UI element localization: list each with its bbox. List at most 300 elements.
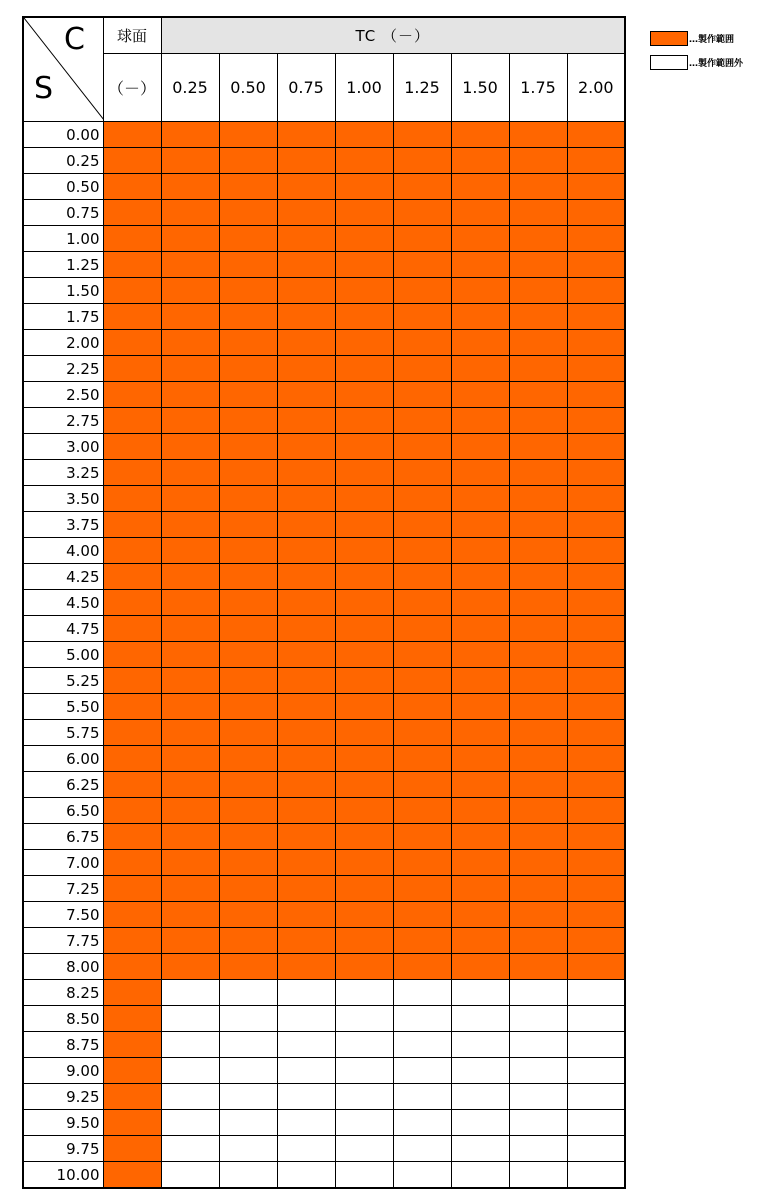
tc-range-cell (451, 122, 509, 148)
tc-range-cell (161, 1058, 219, 1084)
tc-range-cell (335, 642, 393, 668)
tc-range-cell (509, 148, 567, 174)
tc-range-cell (277, 954, 335, 980)
s-value-cell: 4.00 (23, 538, 103, 564)
s-value-cell: 6.00 (23, 746, 103, 772)
tc-range-cell (393, 902, 451, 928)
spherical-range-cell (103, 200, 161, 226)
tc-range-cell (219, 772, 277, 798)
tc-range-cell (567, 1136, 625, 1162)
tc-range-cell (567, 850, 625, 876)
s-value-cell: 4.50 (23, 590, 103, 616)
spherical-range-cell (103, 174, 161, 200)
s-value-cell: 3.25 (23, 460, 103, 486)
tc-range-cell (393, 1084, 451, 1110)
tc-range-cell (335, 1006, 393, 1032)
table-row (23, 694, 625, 720)
legend-swatch (650, 31, 688, 46)
tc-range-cell (335, 746, 393, 772)
spherical-range-cell (103, 824, 161, 850)
tc-range-cell (509, 122, 567, 148)
tc-range-cell (335, 1084, 393, 1110)
tc-range-cell (393, 720, 451, 746)
tc-range-cell (161, 278, 219, 304)
corner-header (23, 17, 103, 122)
s-value-cell: 6.50 (23, 798, 103, 824)
tc-range-cell (509, 954, 567, 980)
table-row (23, 1058, 625, 1084)
spherical-range-cell (103, 668, 161, 694)
tc-range-cell (509, 1032, 567, 1058)
tc-range-cell (509, 538, 567, 564)
tc-range-cell (393, 564, 451, 590)
tc-range-cell (393, 980, 451, 1006)
tc-range-cell (451, 460, 509, 486)
tc-range-cell (509, 928, 567, 954)
tc-range-cell (567, 668, 625, 694)
tc-range-cell (567, 434, 625, 460)
tc-range-cell (335, 460, 393, 486)
tc-range-cell (451, 226, 509, 252)
tc-range-cell (393, 1110, 451, 1136)
tc-range-cell (335, 590, 393, 616)
tc-range-cell (393, 772, 451, 798)
tc-range-cell (161, 1136, 219, 1162)
s-value-cell: 0.25 (23, 148, 103, 174)
tc-range-cell (567, 304, 625, 330)
spherical-range-cell (103, 616, 161, 642)
tc-value-header: 1.50 (451, 54, 509, 122)
tc-range-cell (451, 590, 509, 616)
table-row (23, 1006, 625, 1032)
tc-range-cell (161, 226, 219, 252)
tc-range-cell (219, 252, 277, 278)
tc-range-cell (567, 746, 625, 772)
tc-range-cell (277, 200, 335, 226)
tc-range-cell (219, 720, 277, 746)
s-value-cell: 0.50 (23, 174, 103, 200)
tc-range-cell (219, 434, 277, 460)
tc-range-cell (509, 642, 567, 668)
tc-range-cell (335, 876, 393, 902)
tc-range-cell (393, 746, 451, 772)
tc-range-cell (335, 928, 393, 954)
tc-range-cell (567, 1058, 625, 1084)
tc-range-cell (509, 512, 567, 538)
tc-range-cell (393, 850, 451, 876)
tc-range-cell (335, 174, 393, 200)
tc-range-cell (161, 330, 219, 356)
tc-range-cell (335, 902, 393, 928)
tc-range-cell (277, 564, 335, 590)
tc-range-cell (219, 382, 277, 408)
tc-range-cell (277, 616, 335, 642)
tc-range-cell (219, 902, 277, 928)
tc-range-cell (393, 1162, 451, 1189)
tc-range-cell (335, 486, 393, 512)
tc-range-cell (393, 1006, 451, 1032)
table-row (23, 616, 625, 642)
tc-range-cell (161, 590, 219, 616)
tc-range-cell (161, 460, 219, 486)
tc-range-cell (451, 694, 509, 720)
tc-range-cell (509, 330, 567, 356)
tc-range-cell (277, 252, 335, 278)
tc-range-cell (393, 486, 451, 512)
tc-range-cell (567, 1084, 625, 1110)
tc-range-cell (161, 1006, 219, 1032)
table-row (23, 850, 625, 876)
table-row (23, 824, 625, 850)
tc-range-cell (161, 954, 219, 980)
tc-range-cell (277, 668, 335, 694)
tc-range-cell (277, 694, 335, 720)
tc-range-cell (451, 772, 509, 798)
tc-range-cell (509, 980, 567, 1006)
tc-range-cell (219, 824, 277, 850)
tc-range-cell (335, 954, 393, 980)
legend-swatch (650, 55, 688, 70)
table-row (23, 642, 625, 668)
s-value-cell: 5.00 (23, 642, 103, 668)
tc-range-cell (219, 226, 277, 252)
tc-range-cell (219, 330, 277, 356)
tc-range-cell (393, 460, 451, 486)
spherical-range-cell (103, 720, 161, 746)
spherical-range-cell (103, 252, 161, 278)
tc-range-cell (161, 642, 219, 668)
tc-range-cell (567, 954, 625, 980)
tc-range-cell (451, 486, 509, 512)
table-row (23, 668, 625, 694)
s-value-cell: 0.75 (23, 200, 103, 226)
tc-range-cell (393, 798, 451, 824)
tc-range-cell (277, 1058, 335, 1084)
table-row (23, 928, 625, 954)
s-value-cell: 2.25 (23, 356, 103, 382)
tc-range-cell (451, 356, 509, 382)
tc-range-cell (219, 460, 277, 486)
tc-range-cell (567, 902, 625, 928)
s-value-cell: 6.75 (23, 824, 103, 850)
tc-range-cell (451, 876, 509, 902)
tc-range-cell (277, 148, 335, 174)
tc-range-cell (509, 668, 567, 694)
tc-range-cell (509, 174, 567, 200)
tc-range-cell (451, 824, 509, 850)
s-value-cell: 1.00 (23, 226, 103, 252)
tc-range-cell (451, 252, 509, 278)
table-row (23, 746, 625, 772)
tc-range-cell (161, 148, 219, 174)
tc-range-cell (219, 512, 277, 538)
s-value-cell: 6.25 (23, 772, 103, 798)
tc-range-cell (161, 616, 219, 642)
table-row (23, 720, 625, 746)
tc-range-cell (335, 1136, 393, 1162)
tc-range-cell (509, 382, 567, 408)
tc-range-cell (335, 356, 393, 382)
table-row (23, 122, 625, 148)
tc-range-cell (335, 824, 393, 850)
tc-range-cell (161, 850, 219, 876)
tc-range-cell (219, 564, 277, 590)
spherical-range-cell (103, 122, 161, 148)
tc-range-cell (335, 720, 393, 746)
tc-range-cell (451, 616, 509, 642)
tc-range-cell (277, 1136, 335, 1162)
tc-range-cell (451, 928, 509, 954)
tc-range-cell (451, 1136, 509, 1162)
s-value-cell: 9.50 (23, 1110, 103, 1136)
tc-range-cell (219, 278, 277, 304)
tc-range-cell (451, 278, 509, 304)
tc-range-cell (393, 616, 451, 642)
tc-value-header: 0.50 (219, 54, 277, 122)
tc-range-cell (277, 486, 335, 512)
tc-range-cell (509, 850, 567, 876)
spherical-range-cell (103, 278, 161, 304)
spherical-range-cell (103, 980, 161, 1006)
table-row (23, 798, 625, 824)
tc-range-cell (161, 564, 219, 590)
tc-range-cell (451, 1006, 509, 1032)
tc-range-cell (509, 824, 567, 850)
tc-range-cell (161, 980, 219, 1006)
tc-range-cell (393, 590, 451, 616)
tc-range-cell (451, 1162, 509, 1189)
spherical-range-cell (103, 1032, 161, 1058)
tc-range-cell (277, 980, 335, 1006)
tc-range-cell (393, 642, 451, 668)
s-value-cell: 7.25 (23, 876, 103, 902)
s-value-cell: 8.25 (23, 980, 103, 1006)
legend-label: …製作範囲 (689, 35, 735, 45)
table-row (23, 590, 625, 616)
tc-range-cell (277, 1162, 335, 1189)
tc-range-cell (277, 460, 335, 486)
tc-range-cell (161, 252, 219, 278)
table-row (23, 1084, 625, 1110)
s-value-cell: 7.50 (23, 902, 103, 928)
tc-range-cell (219, 616, 277, 642)
tc-range-cell (567, 460, 625, 486)
tc-range-cell (451, 512, 509, 538)
tc-range-cell (161, 668, 219, 694)
tc-range-cell (451, 174, 509, 200)
s-value-cell: 1.75 (23, 304, 103, 330)
tc-range-cell (335, 512, 393, 538)
spherical-range-cell (103, 434, 161, 460)
tc-range-cell (509, 1006, 567, 1032)
legend-item (650, 54, 743, 71)
s-value-cell: 8.00 (23, 954, 103, 980)
table-row (23, 1162, 625, 1189)
s-value-cell: 7.00 (23, 850, 103, 876)
tc-range-cell (219, 122, 277, 148)
tc-range-cell (277, 798, 335, 824)
tc-range-cell (567, 1110, 625, 1136)
spherical-range-cell (103, 798, 161, 824)
tc-range-cell (567, 382, 625, 408)
tc-value-header: 1.75 (509, 54, 567, 122)
tc-range-cell (393, 928, 451, 954)
tc-range-cell (161, 902, 219, 928)
tc-range-cell (567, 174, 625, 200)
tc-range-cell (277, 1110, 335, 1136)
tc-range-cell (277, 304, 335, 330)
tc-range-cell (335, 616, 393, 642)
spherical-range-cell (103, 226, 161, 252)
s-value-cell: 4.25 (23, 564, 103, 590)
spherical-range-cell (103, 304, 161, 330)
tc-range-cell (219, 928, 277, 954)
tc-range-cell (451, 330, 509, 356)
tc-range-cell (335, 226, 393, 252)
tc-range-cell (567, 200, 625, 226)
tc-range-cell (451, 382, 509, 408)
tc-range-cell (277, 824, 335, 850)
tc-value-header: 0.75 (277, 54, 335, 122)
tc-range-cell (509, 1058, 567, 1084)
tc-range-cell (567, 876, 625, 902)
tc-range-cell (277, 382, 335, 408)
spherical-range-cell (103, 382, 161, 408)
tc-range-cell (509, 616, 567, 642)
tc-range-cell (393, 330, 451, 356)
s-value-cell: 5.50 (23, 694, 103, 720)
tc-range-cell (277, 876, 335, 902)
tc-range-cell (393, 304, 451, 330)
tc-value-header: 1.00 (335, 54, 393, 122)
tc-range-cell (161, 824, 219, 850)
tc-range-cell (567, 1006, 625, 1032)
spherical-range-cell (103, 148, 161, 174)
tc-range-cell (567, 980, 625, 1006)
table-row (23, 356, 625, 382)
tc-range-cell (451, 434, 509, 460)
tc-range-cell (509, 1110, 567, 1136)
tc-range-cell (161, 798, 219, 824)
tc-range-cell (567, 122, 625, 148)
tc-range-cell (277, 226, 335, 252)
table-row (23, 148, 625, 174)
tc-range-cell (509, 486, 567, 512)
tc-range-cell (451, 954, 509, 980)
spherical-range-cell (103, 876, 161, 902)
tc-range-cell (161, 928, 219, 954)
tc-range-cell (567, 928, 625, 954)
tc-range-cell (335, 1058, 393, 1084)
spherical-range-cell (103, 694, 161, 720)
tc-range-cell (161, 772, 219, 798)
corner-c-label: C (64, 22, 85, 57)
tc-range-cell (451, 538, 509, 564)
s-value-cell: 2.50 (23, 382, 103, 408)
tc-range-cell (277, 174, 335, 200)
tc-range-cell (509, 460, 567, 486)
tc-range-cell (509, 356, 567, 382)
tc-range-cell (219, 668, 277, 694)
tc-range-cell (219, 174, 277, 200)
spherical-range-cell (103, 746, 161, 772)
table-row (23, 382, 625, 408)
tc-range-cell (277, 928, 335, 954)
table-row (23, 252, 625, 278)
tc-range-cell (277, 434, 335, 460)
table-row (23, 1136, 625, 1162)
table-row (23, 174, 625, 200)
tc-range-cell (567, 1032, 625, 1058)
s-value-cell: 3.00 (23, 434, 103, 460)
tc-range-cell (509, 876, 567, 902)
production-range-table (22, 16, 626, 1189)
tc-range-cell (161, 382, 219, 408)
table-row (23, 486, 625, 512)
tc-range-cell (277, 850, 335, 876)
tc-range-cell (509, 902, 567, 928)
tc-range-cell (451, 1084, 509, 1110)
tc-range-cell (161, 512, 219, 538)
tc-range-cell (567, 616, 625, 642)
tc-range-cell (277, 512, 335, 538)
tc-range-cell (509, 772, 567, 798)
tc-range-cell (277, 772, 335, 798)
table-row (23, 434, 625, 460)
tc-range-cell (393, 876, 451, 902)
tc-range-cell (393, 954, 451, 980)
tc-range-cell (219, 746, 277, 772)
spherical-range-cell (103, 1136, 161, 1162)
tc-range-cell (509, 1136, 567, 1162)
spherical-range-cell (103, 902, 161, 928)
tc-range-cell (219, 148, 277, 174)
tc-range-cell (161, 200, 219, 226)
s-value-cell: 10.00 (23, 1162, 103, 1189)
table-row (23, 538, 625, 564)
tc-range-cell (277, 122, 335, 148)
tc-range-cell (219, 1032, 277, 1058)
tc-range-cell (219, 486, 277, 512)
tc-range-cell (335, 122, 393, 148)
table-row (23, 278, 625, 304)
tc-range-cell (567, 512, 625, 538)
spherical-header: 球面 (103, 17, 161, 54)
tc-range-cell (277, 408, 335, 434)
tc-range-cell (567, 824, 625, 850)
s-value-cell: 3.50 (23, 486, 103, 512)
tc-range-cell (335, 668, 393, 694)
table-row (23, 876, 625, 902)
tc-range-cell (219, 798, 277, 824)
tc-value-header: 0.25 (161, 54, 219, 122)
tc-range-cell (451, 1032, 509, 1058)
tc-range-cell (509, 746, 567, 772)
s-value-cell: 8.75 (23, 1032, 103, 1058)
tc-range-cell (161, 1032, 219, 1058)
tc-range-cell (335, 980, 393, 1006)
tc-range-cell (335, 1162, 393, 1189)
s-value-cell: 4.75 (23, 616, 103, 642)
tc-range-cell (219, 200, 277, 226)
s-value-cell: 9.25 (23, 1084, 103, 1110)
tc-range-cell (451, 564, 509, 590)
tc-range-cell (451, 200, 509, 226)
s-value-cell: 2.00 (23, 330, 103, 356)
tc-range-cell (451, 148, 509, 174)
tc-range-cell (161, 434, 219, 460)
tc-range-cell (393, 148, 451, 174)
